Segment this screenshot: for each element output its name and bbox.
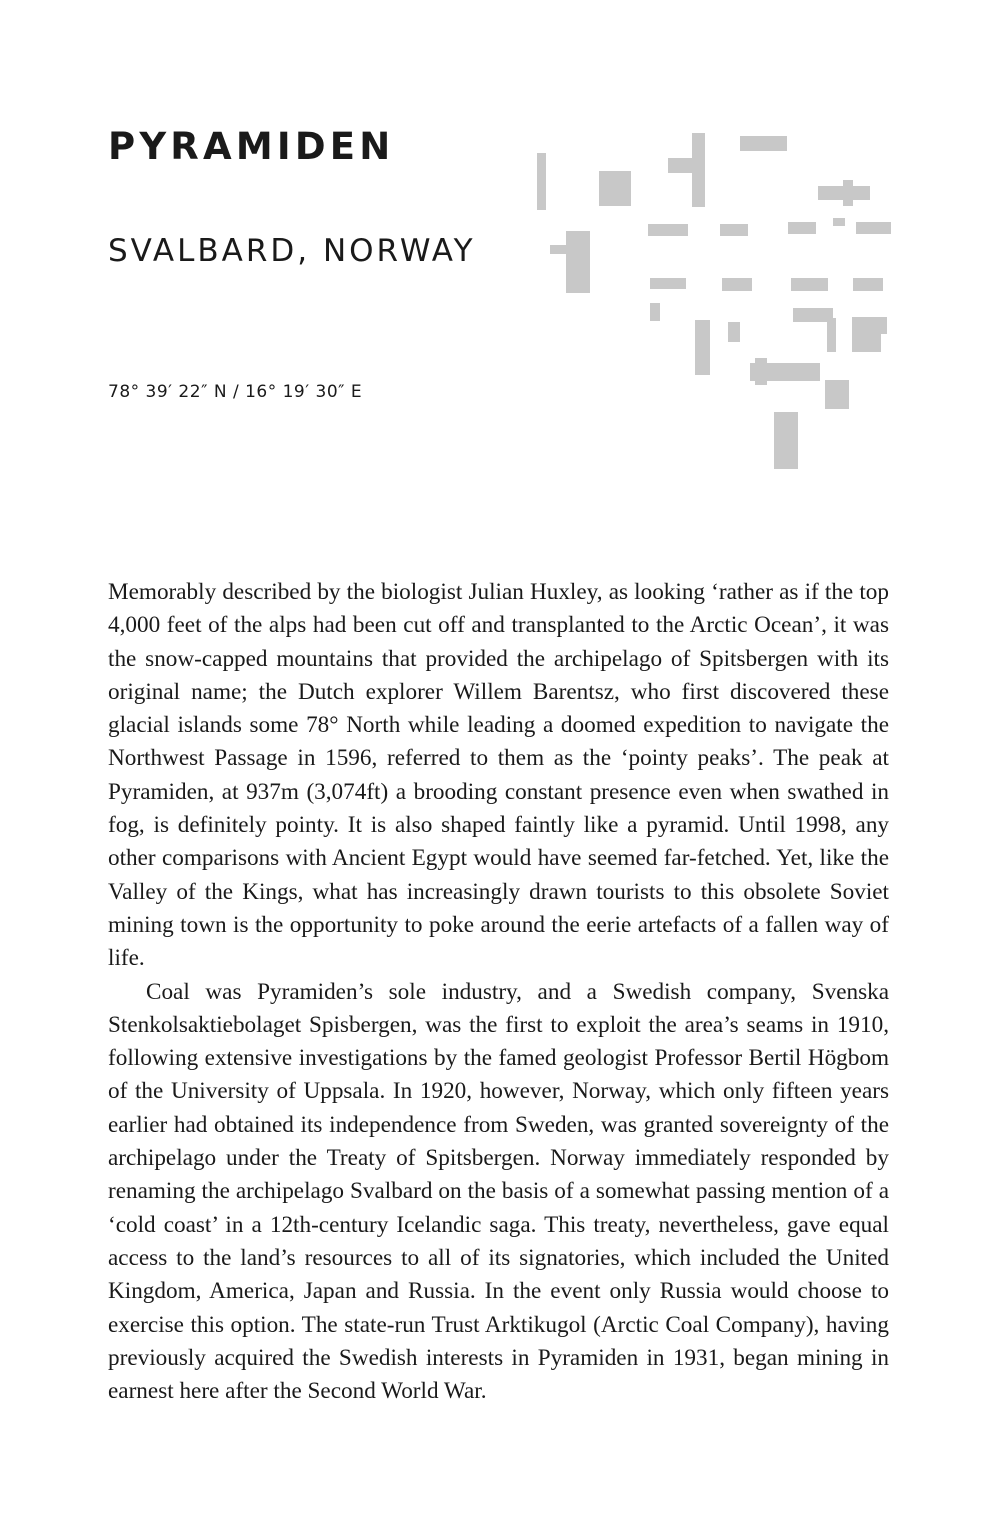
map-block bbox=[755, 358, 767, 385]
paragraph: Memorably described by the biologist Julian Huxley, as looking ‘rather as if the top 4,000 feet of the alps had been cut off and transplanted to the Arctic Ocean’, it was the snow-capped mountains that provided the archipelago of Spitsbergen with its original name; the Dutch explorer Willem Barentsz, who first discovered these glacial islands some 78° North while leading a doomed expedition to navigate the Northwest Passage in 1596, referred to them as the ‘pointy peaks’. The peak at Pyramiden, at 937m (3,074ft) a brooding constant presence even when swathed in fog, is definitely pointy. It is also shaped faintly like a pyramid. Until 1998, any other comparisons with Ancient Egypt would have seemed far-fetched. Yet, like the Valley of the Kings, what has increasingly drawn tourists to this obsolete Soviet mining town is the opportunity to poke around the eerie artefacts of a fallen way of life. bbox=[108, 579, 889, 972]
map-block bbox=[853, 278, 883, 291]
map-block bbox=[650, 303, 660, 321]
chapter-title: PYRAMIDEN bbox=[108, 125, 395, 168]
map-block bbox=[692, 133, 705, 207]
map-block bbox=[650, 278, 686, 289]
map-block bbox=[728, 322, 740, 342]
map-block bbox=[843, 180, 853, 206]
map-block bbox=[788, 222, 816, 234]
abstract-map-blocks bbox=[520, 120, 900, 480]
map-block bbox=[856, 222, 891, 234]
map-block bbox=[827, 318, 836, 352]
paragraph: Coal was Pyramiden’s sole industry, and a Swedish company, Svenska Stenkolsaktiebolaget Spisbergen, was the first to exploit the area’s seams in 1910, following extensive investigations by the famed geologist Professor Bertil Högbom of the University of Uppsala. In 1920, however, Norway, which only fifteen years earlier had obtained its independence from Sweden, was granted sovereignty of the archipelago under the Treaty of Spitsbergen. Norway immediately responded by renaming the archipelago Svalbard on the basis of a somewhat passing mention of a ‘cold coast’ in a 12th-century Icelandic saga. This treaty, nevertheless, gave equal access to the land’s resources to all of its signatories, which included the United Kingdom, America, Japan and Russia. In the event only Russia would choose to exercise this option. The state-run Trust Arktikugol (Arctic Coal Company), having previously acquired the Swedish interests in Pyramiden in 1931, began mining in earnest here after the Second World War. bbox=[108, 978, 889, 1405]
map-block bbox=[648, 224, 688, 236]
coordinates: 78° 39′ 22″ N / 16° 19′ 30″ E bbox=[108, 382, 363, 402]
map-block bbox=[599, 171, 631, 206]
map-block bbox=[668, 158, 692, 173]
map-block bbox=[695, 320, 710, 375]
body-text bbox=[108, 576, 889, 1408]
map-block bbox=[825, 380, 849, 409]
map-block bbox=[550, 245, 568, 254]
map-block bbox=[833, 218, 845, 226]
map-block bbox=[720, 224, 748, 236]
map-block bbox=[566, 231, 590, 293]
map-block bbox=[537, 153, 546, 210]
map-block bbox=[774, 412, 798, 469]
map-block bbox=[791, 278, 828, 291]
map-block bbox=[740, 136, 787, 151]
map-block bbox=[722, 278, 752, 291]
location-subtitle: SVALBARD, NORWAY bbox=[108, 233, 476, 269]
map-block bbox=[852, 330, 881, 352]
